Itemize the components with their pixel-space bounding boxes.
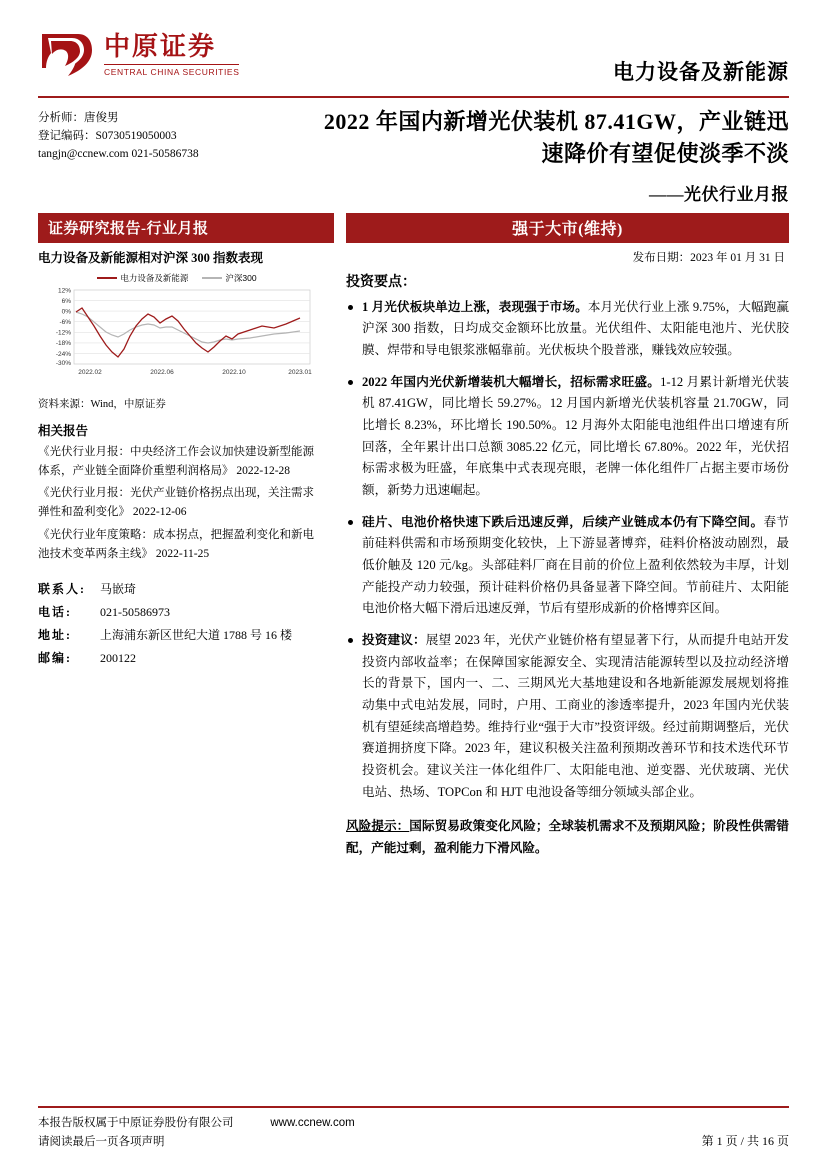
analyst-name: 唐俊男 (84, 112, 119, 124)
band-gap (334, 213, 346, 243)
svg-text:2022.10: 2022.10 (222, 368, 246, 376)
svg-text:-6%: -6% (59, 318, 71, 326)
left-column (38, 249, 334, 860)
related-report-item[interactable]: 《光伏行业月报：光伏产业链价格拐点出现，关注需求弹性和盈利变化》 2022-12-06 (38, 487, 314, 519)
contact-person-label: 联系人: (38, 582, 86, 597)
risk-text: 国际贸易政策变化风险；全球装机需求不及预期风险；阶段性供需错配，产能过剩，盈利能力下滑风险。 (346, 819, 790, 856)
risk-warning (346, 815, 789, 859)
page-footer (38, 1106, 789, 1151)
legend-item-secondary: 沪深300 (202, 272, 256, 284)
logo-mark-icon (38, 30, 96, 80)
investment-point (346, 372, 789, 502)
svg-text:2022.06: 2022.06 (150, 368, 174, 376)
svg-text:12%: 12% (57, 287, 71, 295)
investment-point (346, 512, 789, 620)
contact-phone: 021-50586973 (100, 605, 170, 620)
svg-text:-12%: -12% (55, 329, 71, 337)
contact-phone-label: 电话: (38, 605, 72, 620)
contact-zip: 200122 (100, 650, 136, 665)
related-reports-list (38, 443, 320, 565)
rating-badge: 强于大市(维持) (346, 213, 789, 243)
investment-points-heading: 投资要点： (346, 274, 416, 290)
header-divider (38, 96, 789, 98)
chart-canvas (38, 286, 316, 386)
investment-point (346, 297, 789, 362)
analyst-reg-label: 登记编码： (38, 129, 96, 142)
contact-address-label: 地址: (38, 627, 72, 642)
performance-chart (38, 272, 316, 390)
legend-item-primary: 电力设备及新能源 (97, 272, 188, 284)
point-lead: 硅片、电池价格快速下跌后迅速反弹，后续产业链成本仍有下降空间。 (362, 514, 764, 529)
risk-label: 风险提示： (346, 819, 410, 834)
footer-disclaimer: 请阅读最后一页各项声明 (38, 1135, 165, 1148)
svg-text:-24%: -24% (55, 350, 71, 358)
contact-person: 马嵌琦 (100, 582, 137, 597)
logo-chinese-name: 中原证券 (104, 32, 217, 62)
svg-text:2022.02: 2022.02 (78, 368, 102, 376)
report-title: 2022 年国内新增光伏装机 87.41GW，产业链迅速降价有望促使淡季不淡 (323, 109, 789, 166)
title-area (38, 106, 789, 205)
point-text: 1-12 月累计新增光伏装机 87.41GW，同比增长 59.27%。12 月国内新增光伏装机容量 21.70GW，同比增长 8.23%，环比增长 190.50%。12 月海外太阳能电池组件出口增速有所回落，全年累计出口总额 3085.22 亿元，同比增长 67.80%。2022 年，光伏招标需求极为旺盛，年底集中式表现亮眼，老牌一体化组件厂占据主要市场份额，新势力迅速崛起。 (362, 374, 789, 498)
chart-source: 资料来源：Wind，中原证券 (38, 398, 166, 410)
footer-copyright: 本报告版权属于中原证券股份有限公司 (38, 1117, 234, 1130)
point-lead: 投资建议： (362, 632, 426, 647)
report-subtitle: ——光伏行业月报 (649, 184, 789, 204)
investment-point (346, 630, 789, 803)
related-report-item[interactable]: 《光伏行业年度策略：成本拐点，把握盈利变化和新电池技术变革两条主线》 2022-11-25 (38, 529, 314, 561)
point-text: 春节前硅料供需和市场预期变化较快，上下游显著博弈，硅料价格波动剧烈，最低价触及 120 元/kg。头部硅料厂商在目前的价位上盈利依然较为丰厚，计划产能投产动力较强，预计硅料价格仍具备显著下降空间。节前硅片、太阳能电池价格大幅下滑后迅速反弹，节后有望形成新的价格博弈区间。 (362, 514, 790, 616)
chart-legend (38, 272, 316, 284)
analyst-block (38, 106, 288, 205)
page-body (38, 249, 789, 860)
analyst-contact: tangjn@ccnew.com 021-50586738 (38, 147, 199, 160)
svg-text:-18%: -18% (55, 339, 71, 347)
point-text: 展望 2023 年，光伏产业链价格有望显著下行，从而提升电站开发投资内部收益率；在保障国家能源安全、实现清洁能源转型以及拉动经济增长的背景下，国内一、二、三期风光大基地建设和各地新能源发展规划将推动集中式电站发展，同时，户用、工商业的渗透率提升，2023 年国内光伏装机有望延续高增趋势。维持行业“强于大市”投资评级。经过前期调整后，光伏赛道拥挤度下降。2023 年，建议积极关注盈利预期改善环节和技术迭代环节投资机会。建议关注一体化组件厂、太阳能电池、逆变器、光伏玻璃、光伏电站、热场、TOPCon 和 HJT 电池设备等细分领域头部企业。 (362, 632, 790, 799)
point-lead: 1 月光伏板块单边上涨，表现强于市场。 (362, 299, 588, 314)
footer-website[interactable]: www.ccnew.com (270, 1117, 355, 1130)
analyst-name-label: 分析师： (38, 112, 84, 124)
logo-english-name: CENTRAL CHINA SECURITIES (104, 64, 239, 77)
svg-text:6%: 6% (61, 297, 71, 305)
footer-divider (38, 1106, 789, 1108)
contact-address: 上海浦东新区世纪大道 1788 号 16 楼 (100, 627, 293, 642)
point-lead: 2022 年国内光伏新增装机大幅增长，招标需求旺盛。 (362, 374, 661, 389)
company-logo (38, 30, 239, 80)
report-type-band (38, 213, 789, 243)
point-text: 本月光伏行业上涨 9.75%，大幅跑赢沪深 300 指数，日均成交金额环比放量。光伏组件、太阳能电池片、光伏胶膜、焊带和导电银浆涨幅靠前。光伏板块个股普涨，赚钱效应较强。 (362, 299, 789, 358)
right-column (334, 249, 789, 860)
page-header (38, 30, 789, 92)
related-report-item[interactable]: 《光伏行业月报：中央经济工作会议加快建设新型能源体系，产业链全面降价重塑利润格局》 2022-12-28 (38, 445, 314, 477)
svg-text:0%: 0% (61, 308, 71, 316)
contact-zip-label: 邮编: (38, 650, 72, 665)
analyst-reg-no: S0730519050003 (95, 129, 177, 142)
svg-text:-30%: -30% (55, 359, 71, 367)
report-type-label: 证券研究报告-行业月报 (38, 213, 334, 243)
publish-date: 发布日期：2023 年 01 月 31 日 (632, 251, 785, 264)
svg-text:2023.01: 2023.01 (288, 368, 312, 376)
sector-title: 电力设备及新能源 (613, 60, 789, 84)
title-block (302, 106, 789, 205)
investment-points-list (346, 297, 789, 803)
chart-heading: 电力设备及新能源相对沪深 300 指数表现 (38, 250, 264, 265)
page-number: 第 1 页 / 共 16 页 (701, 1133, 789, 1148)
related-reports-heading: 相关报告 (38, 423, 89, 438)
contact-block (38, 578, 320, 669)
